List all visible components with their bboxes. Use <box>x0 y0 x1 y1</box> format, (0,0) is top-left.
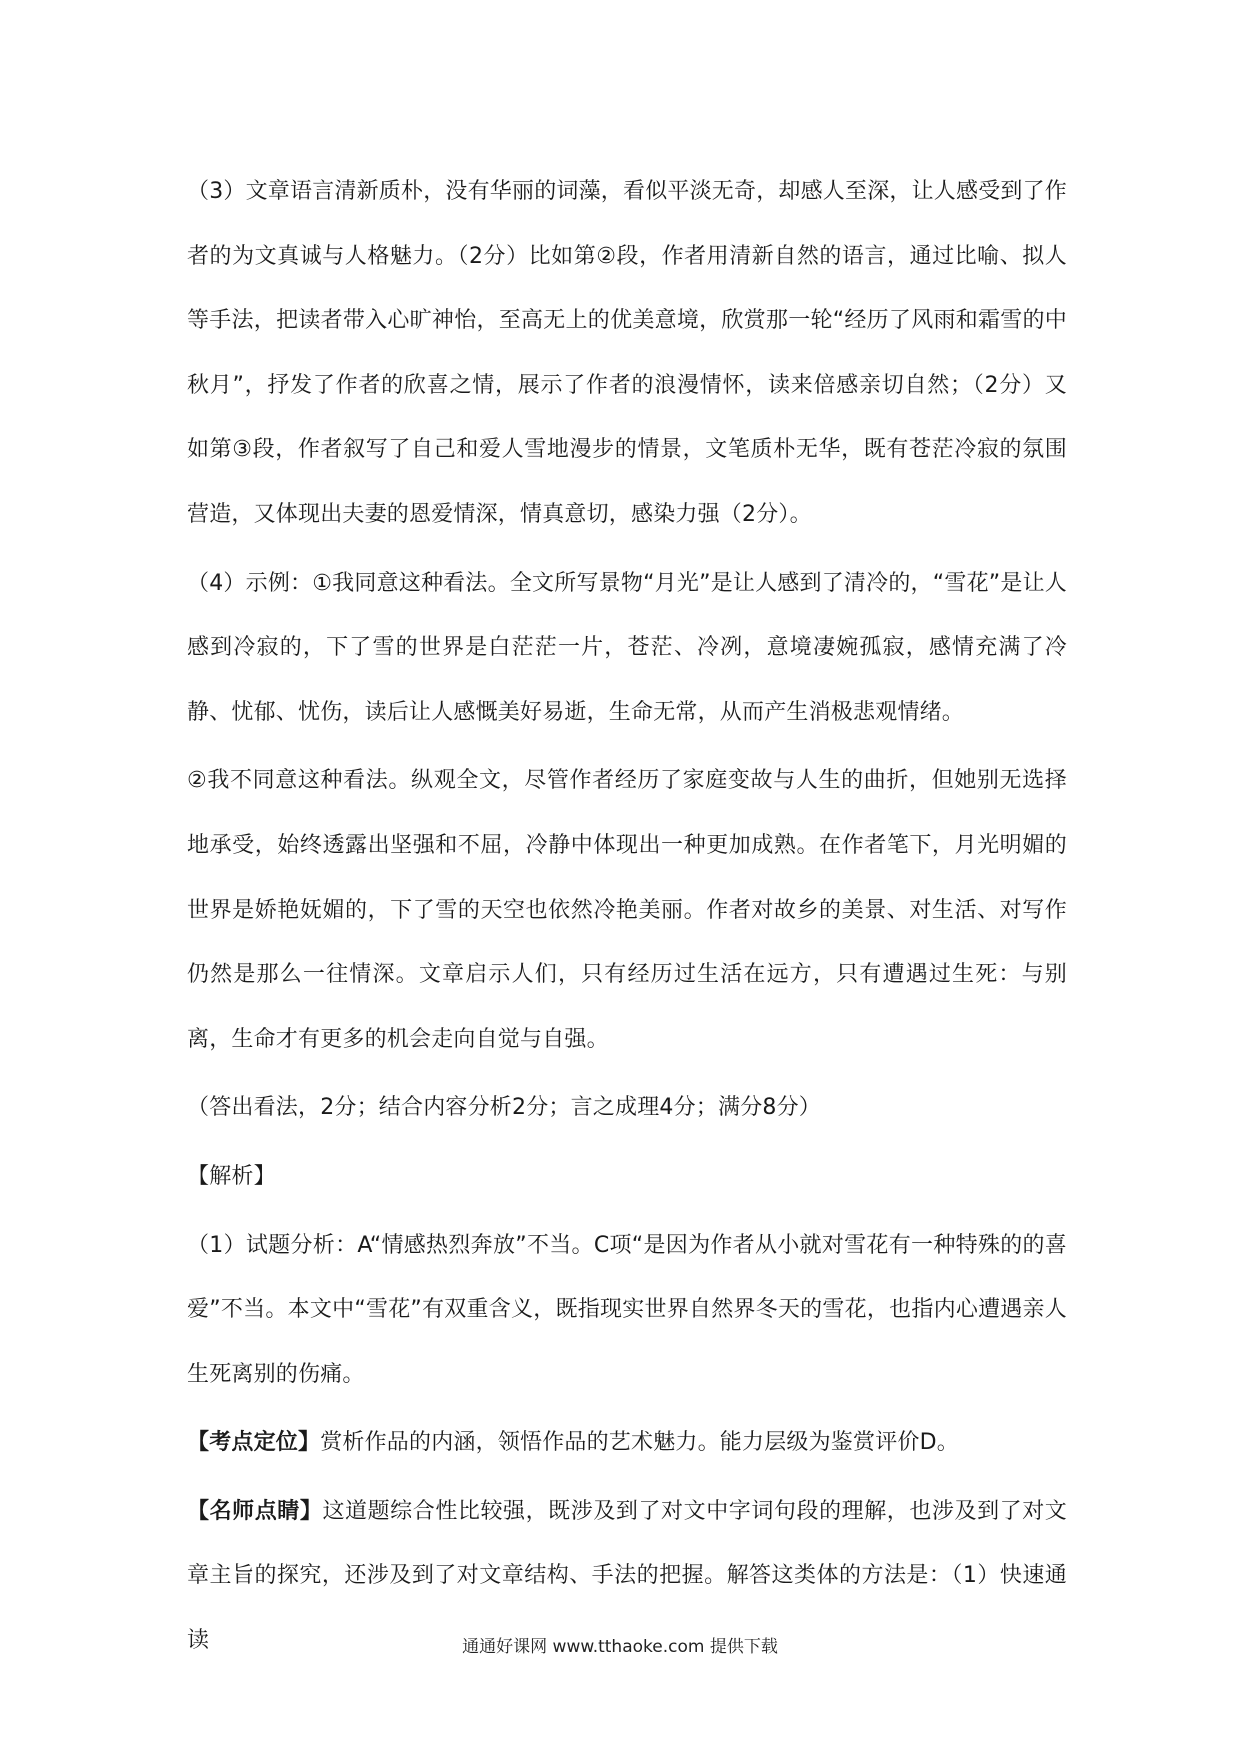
kaodian-paragraph <box>187 1411 1067 1476</box>
scoring-note: （答出看法，2分；结合内容分析2分；言之成理4分；满分8分） <box>187 1095 821 1121</box>
answer-paragraph-3: （3）文章语言清新质朴，没有华丽的词藻，看似平淡无奇，却感人至深，让人感受到了作者的为文真诚与人格魅力。（2分）比如第②段，作者用清新自然的语言，通过比喻、拟人等手法，把读者带入心旷神怡，至高无上的优美意境，欣赏那一轮“经历了风雨和霜雪的中秋月”，抒发了作者的欣喜之情，展示了作者的浪漫情怀，读来倍感亲切自然；（2分）又如第③段，作者叙写了自己和爱人雪地漫步的情景，文笔质朴无华，既有苍茫冷寂的氛围营造，又体现出夫妻的恩爱情深，情真意切，感染力强（2分）。 <box>187 179 1067 527</box>
answer-paragraph-4-agree: （4）示例：①我同意这种看法。全文所写景物“月光”是让人感到了清冷的，“雪花”是让人感到冷寂的，下了雪的世界是白茫茫一片，苍茫、冷冽，意境凄婉孤寂，感情充满了冷静、忧郁、忧伤，读后让人感慨美好易逝，生命无常，从而产生消极悲观情绪。 <box>187 570 1067 725</box>
kaodian-text: 赏析作品的内涵，领悟作品的艺术魅力。能力层级为鉴赏评价D。 <box>320 1430 959 1456</box>
answer-paragraph-4-disagree: ②我不同意这种看法。纵观全文，尽管作者经历了家庭变故与人生的曲折，但她别无选择地承受，始终透露出坚强和不屈，冷静中体现出一种更加成熟。在作者笔下，月光明媚的世界是娇艳妩媚的，下了雪的天空也依然冷艳美丽。作者对故乡的美景、对生活、对写作仍然是那么一往情深。文章启示人们，只有经历过生活在远方，只有遭遇过生死：与别离，生命才有更多的机会走向自觉与自强。 <box>187 768 1067 1052</box>
analysis-heading: 【解析】 <box>187 1163 276 1189</box>
kaodian-label: 【考点定位】 <box>187 1430 321 1456</box>
page-footer: 通通好课网 www.tthaoke.com 提供下载 <box>462 1637 778 1657</box>
mingshi-label: 【名师点睛】 <box>187 1498 323 1524</box>
document-body <box>187 160 1067 1678</box>
mingshi-text: 这道题综合性比较强，既涉及到了对文中字词句段的理解，也涉及到了对文章主旨的探究，还涉及到了对文章结构、手法的把握。解答这类体的方法是：（1）快速通读 <box>187 1498 1068 1654</box>
analysis-paragraph-1: （1）试题分析：A“情感热烈奔放”不当。C项“是因为作者从小就对雪花有一种特殊的的喜爱”不当。本文中“雪花”有双重含义，既指现实世界自然界冬天的雪花，也指内心遭遇亲人生死离别的伤痛。 <box>187 1232 1067 1387</box>
